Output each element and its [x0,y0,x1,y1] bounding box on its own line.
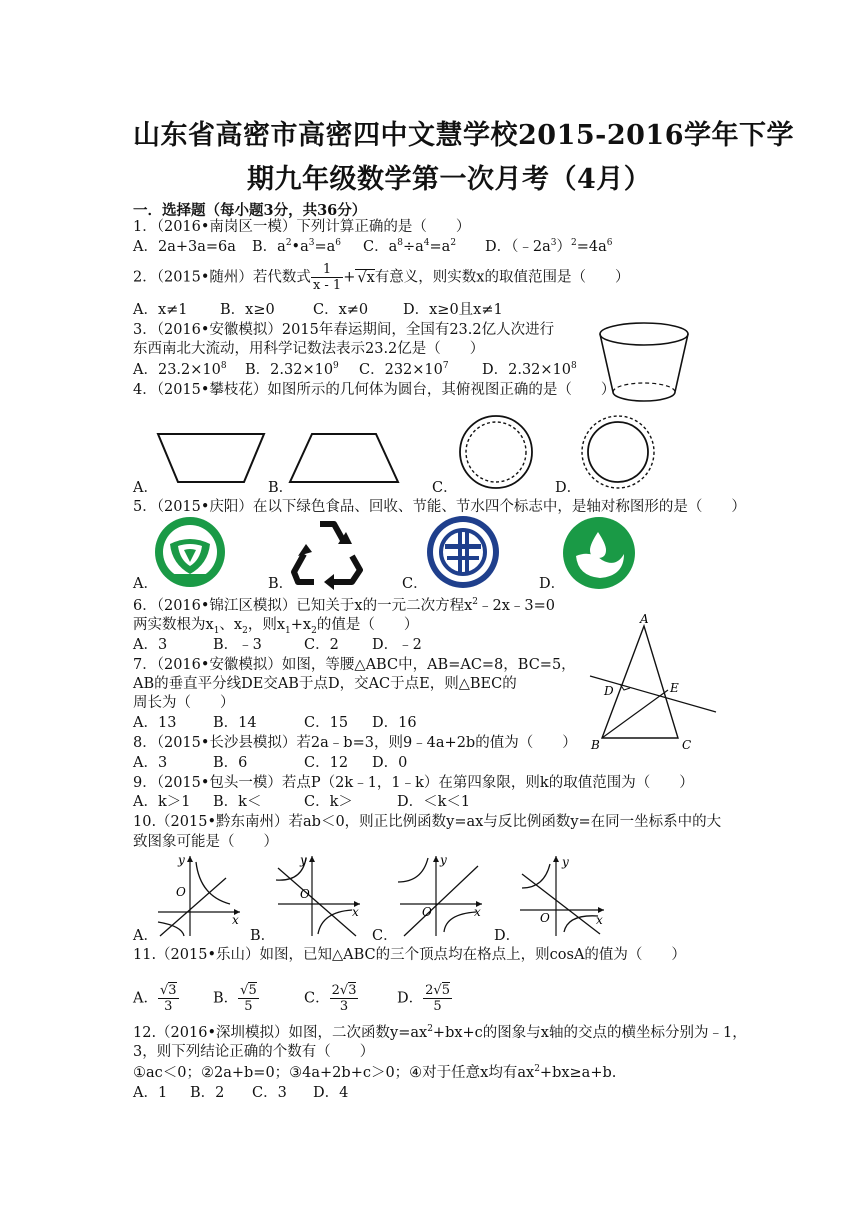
energy-saving-logo [425,514,501,590]
q2-fraction: $\frac{1}{x - 1}$ [312,262,342,293]
point-label-d: D [604,684,614,698]
q8-stem: 8．（2015•长沙县模拟）若2a﹣b=3，则9﹣4a+2b的值为（ ） [133,735,577,751]
q10-label-a: A． [133,928,158,944]
q4-label-a: A． [133,480,158,496]
svg-text:O: O [540,911,550,925]
q6-stem-line2: 两实数根为$x_1$、$x_2$，则$x_1+x_2$的值是（ ） [133,617,419,636]
q3-stem-line2: 东西南北大流动，用科学记数法表示23.2亿是（ ） [133,341,485,357]
q10-label-c: C． [372,928,398,944]
q10-stem-line2: 致图象可能是（ ） [133,834,278,850]
q12-stem-line2: 3，则下列结论正确的个数有（ ） [133,1044,375,1060]
q7-option-d: D．16 [372,715,417,731]
q9-option-c: C．k＞ [304,794,353,810]
q4-label-c: C． [432,480,458,496]
q8-option-c: C．12 [304,755,349,771]
q4-option-d-circles [580,414,656,490]
green-food-logo [154,516,226,588]
q10-graph-d [516,852,608,938]
q4-option-b-trapezoid [288,432,400,484]
q5-label-d: D． [539,576,566,592]
q12-option-d: D．4 [313,1085,349,1101]
q7-option-c: C．15 [304,715,349,731]
q10-label-b: B． [250,928,276,944]
svg-text:O: O [422,905,432,919]
q1-option-c: C．$a^8\div a^4=a^2$ [363,238,457,255]
vertex-label-c: C [682,738,692,752]
q10-label-d: D． [494,928,521,944]
q12-option-a: A．1 [133,1085,168,1101]
q9-option-d: D．＜k＜1 [397,794,471,810]
q6-option-a: A．3 [133,637,168,653]
q3-option-d: D．$2.32\times 10^8$ [482,361,577,378]
q3-option-b: B．$2.32\times 10^9$ [245,361,339,378]
q3-option-c: C．$232\times 10^7$ [359,361,449,378]
svg-text:x: x [352,905,359,919]
q12-option-c: C．3 [252,1085,287,1101]
q11-stem: 11.（2015•乐山）如图，已知△ABC的三个顶点均在格点上，则cosA的值为（ ） [133,947,686,963]
recycle-logo [290,516,366,588]
triangle-abc-figure [588,612,720,752]
q2-option-b: B．x≥0 [220,302,275,318]
q4-label-b: B． [268,480,294,496]
page-title-line1: 山东省高密市高密四中文慧学校2015-2016学年下学 [133,120,794,151]
q2-option-c: C．x≠0 [313,302,369,318]
water-saving-logo [562,516,636,590]
vertex-label-b: B [591,738,600,752]
q12-stem-line3: ①ac＜0；②2a+b=0；③4a+2b+c＞0；④对于任意x均有$ax^2+bx\ge a+b$. [133,1064,617,1081]
section-heading: 一．选择题（每小题3分，共36分） [133,202,367,219]
q7-stem-line2: AB的垂直平分线DE交AB于点D，交AC于点E，则△BEC的 [133,676,517,692]
svg-text:y: y [562,855,569,869]
q7-option-b: B．14 [213,715,257,731]
vertex-label-a: A [640,612,649,626]
q6-option-d: D．﹣2 [372,637,422,653]
point-label-e: E [670,681,679,695]
q8-option-b: B．6 [213,755,248,771]
q5-label-c: C． [402,576,428,592]
q2-stem: 2．（2015•随州）若代数式 $\frac{1}{x - 1}$ + √x有意义，则实数x的取值范围是（ ） [133,262,630,293]
q5-stem: 5．（2015•庆阳）在以下绿色食品、回收、节能、节水四个标志中，是轴对称图形的是（ ） [133,499,746,515]
svg-text:x: x [474,905,481,919]
svg-text:y: y [440,853,447,867]
q9-option-a: A．k＞1 [133,794,191,810]
q3-option-a: A．$23.2\times 10^8$ [133,361,227,378]
q2-sqrt: √x [357,269,375,286]
page-title-line2: 期九年级数学第一次月考（4月） [247,164,652,195]
q5-label-b: B． [268,576,294,592]
svg-text:x: x [596,913,603,927]
q12-option-b: B．2 [190,1085,225,1101]
q4-stem: 4．（2015•攀枝花）如图所示的几何体为圆台，其俯视图正确的是（ ） [133,382,616,398]
q11-option-a: A． $\frac{√3}{3}$ [133,983,177,1014]
q10-stem-line1: 10.（2015•黔东南州）若ab＜0，则正比例函数y=ax与反比例函数y=在同一坐标系中的大 [133,814,722,830]
q10-graph-b [272,852,364,938]
q3-stem-line1: 3．（2016•安徽模拟）2015年春运期间，全国有23.2亿人次进行 [133,322,555,338]
q6-option-c: C．2 [304,637,339,653]
svg-text:x: x [232,913,239,927]
q9-stem: 9．（2015•包头一模）若点P（2k﹣1，1﹣k）在第四象限，则k的取值范围为（ ） [133,775,694,791]
q7-option-a: A．13 [133,715,177,731]
q8-option-d: D．0 [372,755,408,771]
q10-graph-c [394,852,486,938]
q8-option-a: A．3 [133,755,168,771]
svg-text:y: y [178,853,185,867]
svg-text:O: O [176,885,186,899]
q4-option-c-circles [458,414,534,490]
q4-label-d: D． [555,480,582,496]
q11-option-d: D． $\frac{2√5}{5}$ [397,983,450,1014]
svg-text:O: O [300,887,310,901]
q12-stem-line1: 12.（2016•深圳模拟）如图，二次函数$y=ax^2+bx+c$的图象与x轴的交点的横坐标分别为﹣1， [133,1024,747,1041]
q10-graph-a [152,852,244,938]
q2-option-a: A．x≠1 [133,302,188,318]
q7-stem-line1: 7．（2016•安徽模拟）如图，等腰△ABC中，AB=AC=8，BC=5， [133,657,576,673]
svg-text:y: y [300,853,307,867]
q1-option-d: D．$(﹣2a^3)^2=4a^6$ [485,238,613,255]
q11-option-c: C． $\frac{2√3}{3}$ [304,983,357,1014]
q4-option-a-trapezoid [156,432,266,484]
q5-label-a: A． [133,576,158,592]
q6-option-b: B．﹣3 [213,637,262,653]
q9-option-b: B．k＜ [213,794,262,810]
q6-stem-line1: 6．（2016•锦江区模拟）已知关于x的一元二次方程$x^2﹣2x﹣3=0$ [133,597,556,614]
q1-option-b: B．$a^2•a^3=a^6$ [252,238,342,255]
q2-option-d: D．x≥0且x≠1 [403,302,503,318]
q1-stem: 1．（2016•南岗区一模）下列计算正确的是（ ） [133,219,471,235]
q1-option-a: A．2a+3a=6a [133,239,236,255]
q7-stem-line3: 周长为（ ） [133,695,235,711]
q11-option-b: B． $\frac{√5}{5}$ [213,983,257,1014]
